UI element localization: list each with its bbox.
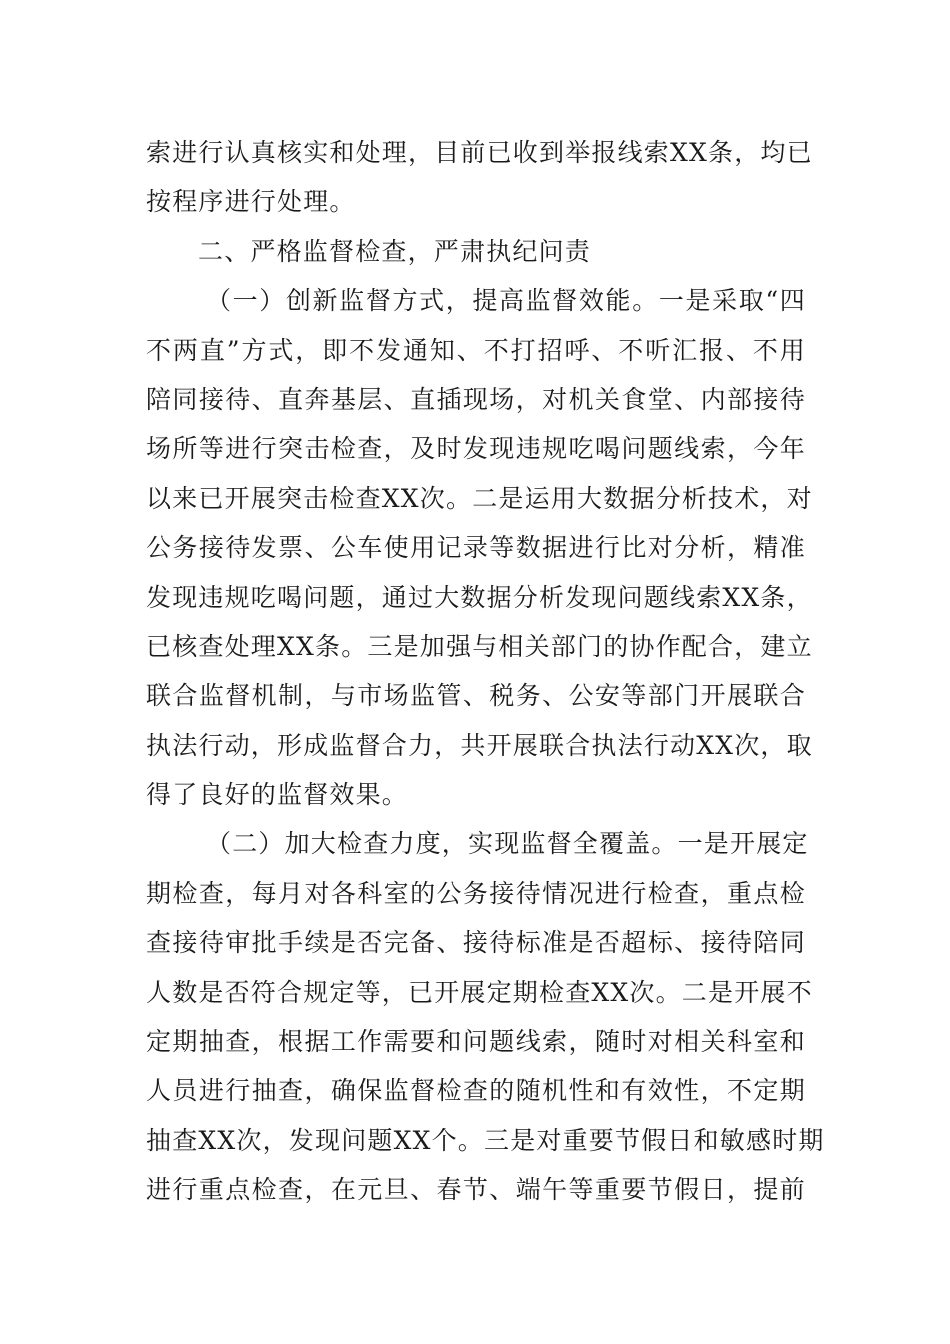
text-line: 索进行认真核实和处理，目前已收到举报线索XX条，均已 (146, 138, 813, 167)
text-line: （一）创新监督方式，提高监督效能。一是采取“四 (206, 286, 806, 316)
text-line: 人员进行抽查，确保监督检查的随机性和有效性，不定期 (146, 1076, 806, 1106)
section-heading: 二、严格监督检查，严肃执纪问责 (198, 236, 592, 266)
text-line: 联合监督机制，与市场监管、税务、公安等部门开展联合 (146, 681, 806, 711)
text-line: 按程序进行处理。 (146, 187, 356, 217)
document-body (146, 128, 825, 1215)
text-line: 不两直”方式，即不发通知、不打招呼、不听汇报、不用 (146, 335, 806, 365)
text-line: 得了良好的监督效果。 (146, 780, 409, 810)
text-line: 人数是否符合规定等，已开展定期检查XX次。二是开展不 (146, 977, 813, 1007)
text-line: 陪同接待、直奔基层、直插现场，对机关食堂、内部接待 (146, 384, 806, 414)
text-line: 执法行动，形成监督合力，共开展联合执法行动XX次，取 (146, 730, 813, 760)
subsection-1-paragraph (146, 276, 813, 819)
text-line: 发现违规吃喝问题，通过大数据分析发现问题线索XX条， (146, 582, 813, 612)
text-line: 以来已开展突击检查XX次。二是运用大数据分析技术，对 (146, 483, 813, 513)
text-line: 抽查XX次，发现问题XX个。三是对重要节假日和敏感时期 (146, 1125, 825, 1155)
text-line: 查接待审批手续是否完备、接待标准是否超标、接待陪同 (146, 928, 806, 958)
text-line: （二）加大检查力度，实现监督全覆盖。一是开展定 (206, 829, 809, 859)
text-line: 场所等进行突击检查，及时发现违规吃喝问题线索，今年 (146, 434, 806, 464)
paragraph-continuation (146, 128, 813, 227)
text-line: 定期抽查，根据工作需要和问题线索，随时对相关科室和 (146, 1027, 806, 1057)
text-line: 进行重点检查，在元旦、春节、端午等重要节假日，提前 (146, 1175, 806, 1205)
subsection-2-paragraph (146, 819, 825, 1214)
text-line: 已核查处理XX条。三是加强与相关部门的协作配合，建立 (146, 631, 813, 661)
text-line: 期检查，每月对各科室的公务接待情况进行检查，重点检 (146, 878, 806, 908)
text-line: 公务接待发票、公车使用记录等数据进行比对分析，精准 (146, 533, 806, 563)
